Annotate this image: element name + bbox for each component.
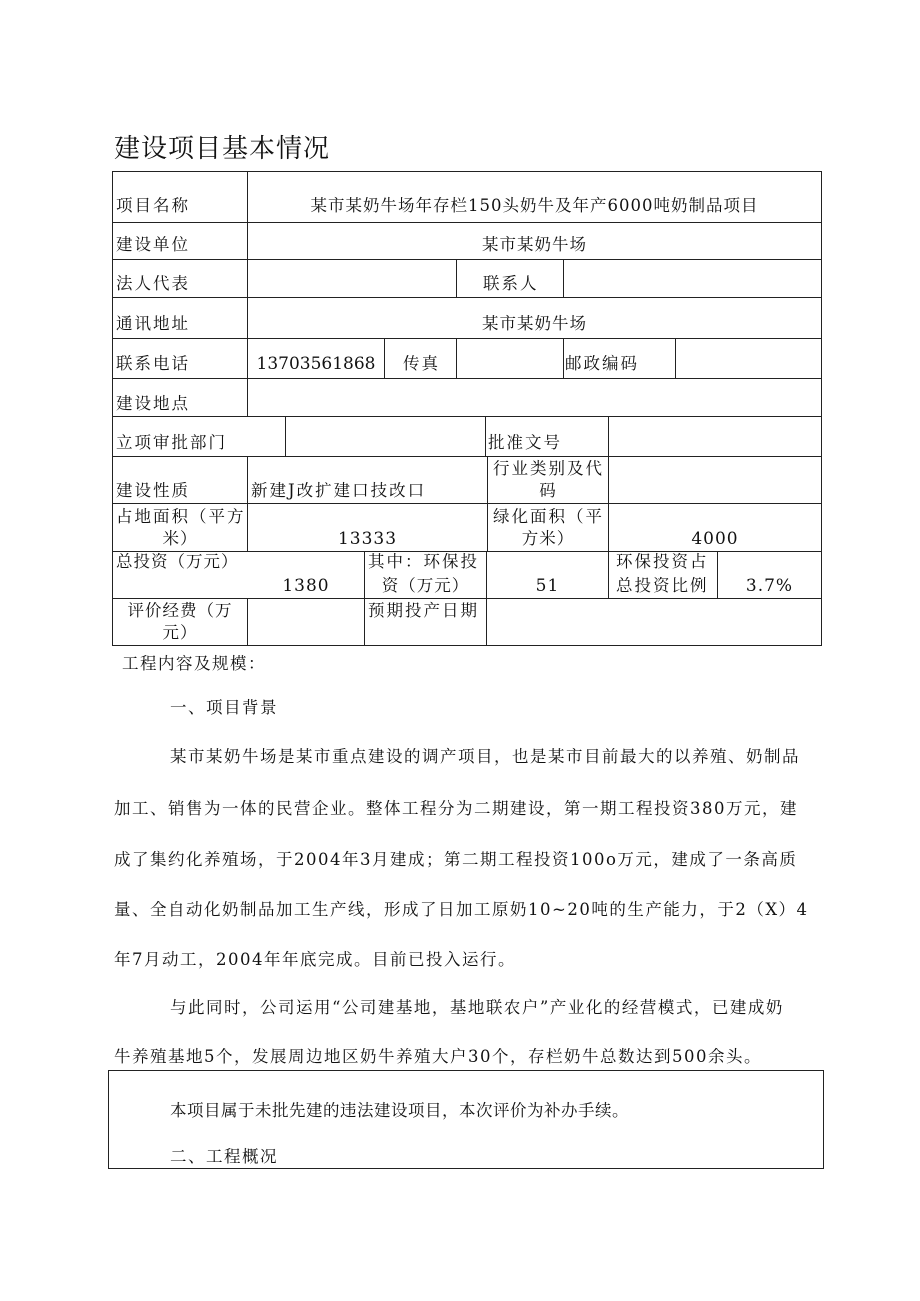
green-area-label-line2: 方米） — [521, 529, 575, 548]
env-ratio-label-line1: 环保投资占 — [616, 552, 709, 571]
start-date-label: 预期投产日期 — [368, 601, 479, 620]
contact-label: 联系人 — [483, 274, 539, 293]
total-invest-value: 1380 — [282, 576, 330, 596]
industry-label-line1: 行业类别及代 — [493, 459, 604, 478]
address-value: 某市某奶牛场 — [482, 314, 587, 333]
site-label: 建设地点 — [116, 394, 190, 413]
notice-text: 本项目属于未批先建的违法建设项目，本次评价为补办手续。 — [170, 1101, 629, 1120]
land-area-label-line2: 米） — [162, 529, 198, 548]
env-ratio-label-line2: 总投资比例 — [616, 576, 709, 595]
sub-heading-overview: 二、工程概况 — [170, 1147, 278, 1166]
env-invest-value: 51 — [535, 576, 560, 596]
address-label: 通讯地址 — [116, 314, 190, 333]
env-invest-label-line1: 其中：环保投 — [368, 552, 479, 571]
total-invest-label: 总投资（万元） — [116, 552, 239, 571]
paragraph-line: 成了集约化养殖场，于2004年3月建成；第二期工程投资100o万元，建成了一条高质 — [114, 850, 798, 869]
sub-heading-background: 一、项目背景 — [170, 698, 278, 717]
page-title: 建设项目基本情况 — [114, 134, 331, 164]
eval-fee-label-line2: 元） — [162, 623, 198, 642]
paragraph-line: 牛养殖基地5个，发展周边地区奶牛养殖大户30个，存栏奶牛总数达到500余头。 — [114, 1047, 762, 1066]
nature-label: 建设性质 — [116, 481, 190, 500]
env-invest-label-line2: 资（万元） — [381, 576, 470, 595]
paragraph-line: 与此同时，公司运用“公司建基地，基地联农户”产业化的经营模式，已建成奶 — [170, 998, 784, 1017]
project-name-value: 某市某奶牛场年存栏150头奶牛及年产6000吨奶制品项目 — [310, 196, 759, 215]
green-area-value: 4000 — [691, 529, 739, 549]
paragraph-line: 量、全自动化奶制品加工生产线，形成了日加工原奶10~20吨的生产能力，于2（X）4 — [114, 900, 809, 919]
builder-value: 某市某奶牛场 — [482, 235, 587, 254]
postcode-label: 邮政编码 — [565, 354, 639, 373]
land-area-value: 13333 — [337, 529, 398, 549]
phone-value: 13703561868 — [256, 354, 376, 374]
section-heading: 工程内容及规模： — [122, 654, 266, 673]
land-area-label-line1: 占地面积（平方 — [116, 507, 246, 526]
paragraph-line: 年7月动工，2004年年底完成。目前已投入运行。 — [114, 950, 516, 969]
legal-rep-label: 法人代表 — [116, 274, 190, 293]
industry-label-line2: 码 — [539, 481, 557, 500]
approval-no-label: 批准文号 — [488, 433, 562, 452]
builder-label: 建设单位 — [116, 235, 190, 254]
approval-dept-label: 立项审批部门 — [116, 433, 227, 452]
green-area-label-line1: 绿化面积（平 — [493, 507, 604, 526]
eval-fee-label-line1: 评价经费（万 — [127, 601, 233, 620]
phone-label: 联系电话 — [116, 354, 190, 373]
fax-label: 传真 — [403, 354, 440, 373]
project-name-label: 项目名称 — [116, 196, 190, 215]
nature-value: 新建J改扩建口技改口 — [251, 481, 427, 500]
env-ratio-value: 3.7% — [745, 576, 794, 596]
paragraph-line: 加工、销售为一体的民营企业。整体工程分为二期建设，第一期工程投资380万元，建 — [114, 799, 798, 818]
paragraph-line: 某市某奶牛场是某市重点建设的调产项目，也是某市目前最大的以养殖、奶制品 — [170, 747, 800, 766]
